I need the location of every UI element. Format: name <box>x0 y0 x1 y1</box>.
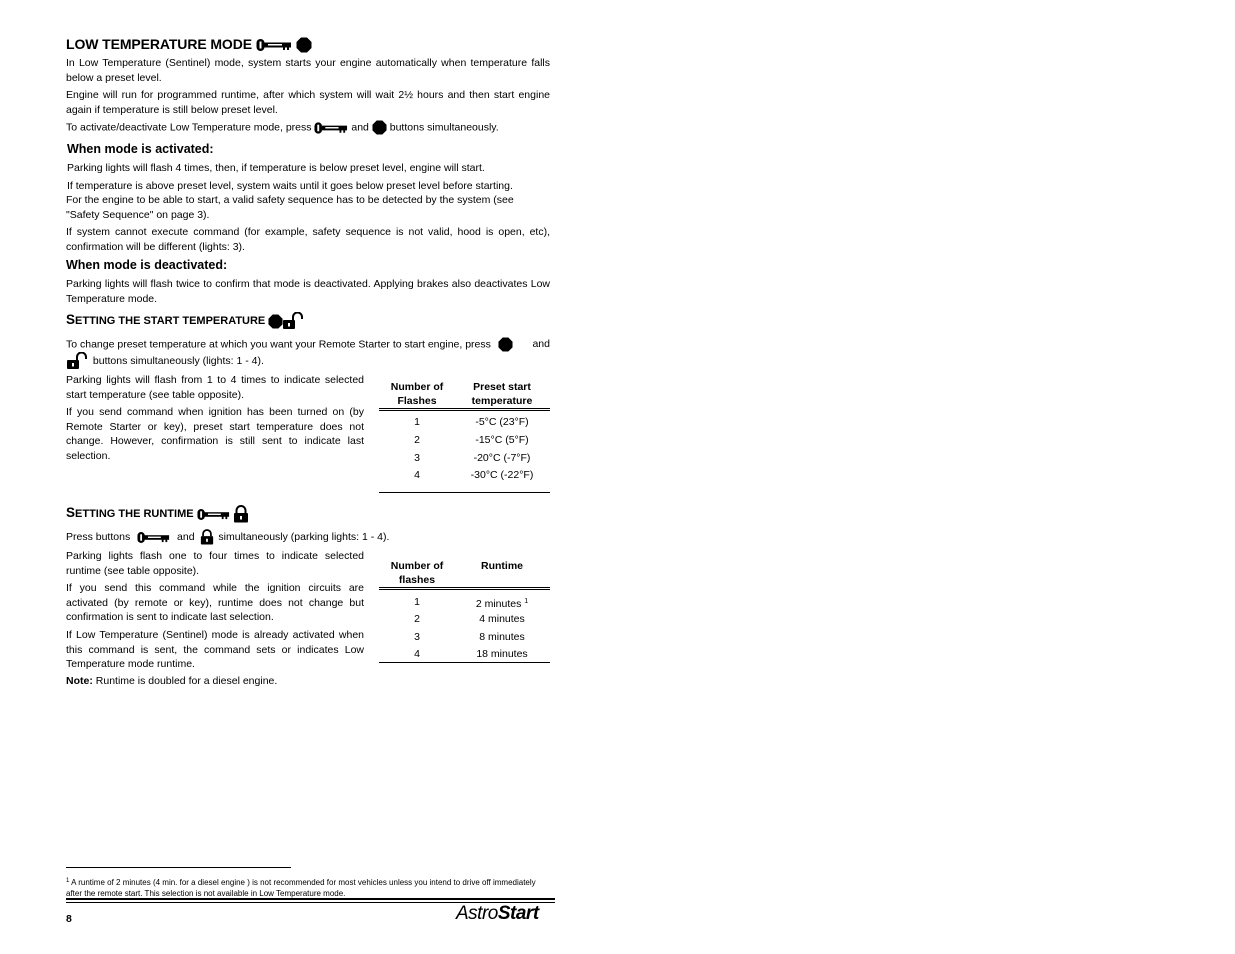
table-rule <box>379 408 550 409</box>
text-run: and <box>351 121 369 134</box>
paragraph: Engine will run for programmed runtime, after which system will wait 2½ hours and then start engine again if temperature is still below preset level. <box>66 89 550 116</box>
stop-hexagon-icon <box>372 120 387 135</box>
table-cell: 3 <box>414 631 420 643</box>
table-cell: 4 <box>414 648 420 660</box>
logo-text-astro: Astro <box>456 903 498 924</box>
paragraph: Parking lights will flash 4 times, then, if temperature is below preset level, engine will start. <box>67 162 485 174</box>
stop-hexagon-icon <box>296 37 312 53</box>
table-header-runtime: Runtime <box>481 560 523 572</box>
paragraph: Parking lights will flash twice to confirm that mode is deactivated. Applying brakes also deactivates Low Temperature mode. <box>66 278 550 305</box>
text-run: Press buttons <box>66 530 131 543</box>
paragraph: If you send command when ignition has been turned on (by Remote Starter or key), preset start temperature does not change. However, confirmation is still sent to indicate last selection. <box>66 406 364 462</box>
start-temp-intro-line1 <box>66 337 550 352</box>
text-run: simultaneously (parking lights: 1 - 4). <box>218 530 390 543</box>
section-title-text: LOW TEMPERATURE MODE <box>66 36 252 52</box>
table-header-temperature: Preset start temperature <box>471 381 533 407</box>
stop-hexagon-icon <box>498 337 513 352</box>
note-text: Runtime is doubled for a diesel engine. <box>95 675 278 687</box>
footnote-separator <box>66 867 291 868</box>
subheading-activated: When mode is activated: <box>67 142 214 156</box>
footnote <box>66 876 550 899</box>
title-rest: ETTING THE START TEMPERATURE <box>75 315 266 327</box>
table-cell: 2 <box>414 434 420 446</box>
paragraph: Parking lights flash one to four times to indicate selected runtime (see table opposite). <box>66 550 364 577</box>
table-cell: 4 <box>414 469 420 481</box>
lock-padlock-icon <box>233 505 249 523</box>
footnote-reference: 1 <box>524 598 529 605</box>
start-temp-intro-line2 <box>66 352 550 370</box>
section-title-runtime <box>66 505 249 523</box>
table-cell: 1 <box>414 416 420 428</box>
paragraph: In Low Temperature (Sentinel) mode, system starts your engine automatically when temperature falls below a preset level. <box>66 57 550 84</box>
key-icon <box>314 121 348 135</box>
table-rule <box>379 662 550 663</box>
astrostart-logo <box>456 903 539 925</box>
section-title-start-temperature <box>66 312 306 330</box>
manual-page <box>66 0 550 954</box>
table-cell: 4 minutes <box>479 613 525 625</box>
text-run: buttons simultaneously. <box>389 121 499 134</box>
paragraph: For the engine to be able to start, a valid safety sequence has to be detected by the system (see "Safety Sequence" on page 3). <box>66 194 514 221</box>
table-cell: -20°C (-7°F) <box>473 452 531 464</box>
unlock-padlock-icon <box>282 312 306 330</box>
paragraph: If you send this command while the ignition circuits are activated (by remote or key), runtime does not change but confirmation is sent to indicate last selection. <box>66 582 364 624</box>
lock-padlock-icon <box>200 529 214 545</box>
text-run: and <box>177 530 195 543</box>
table-rule <box>379 589 550 590</box>
paragraph: Parking lights will flash from 1 to 4 times to indicate selected start temperature (see table opposite). <box>66 374 364 401</box>
activate-instruction <box>66 120 550 135</box>
table-rule <box>379 410 550 411</box>
table-cell: 8 minutes <box>479 631 525 643</box>
table-cell: -15°C (5°F) <box>475 434 529 446</box>
paragraph: If Low Temperature (Sentinel) mode is already activated when this command is sent, the command sets or indicates Low Temperature mode runtime. <box>66 629 364 671</box>
note <box>66 674 364 689</box>
table-header-flashes: Number of flashes <box>390 560 444 586</box>
logo-text-start: Start <box>497 903 539 924</box>
runtime-table <box>379 557 550 665</box>
table-cell: 18 minutes <box>476 648 528 660</box>
section-title-low-temperature <box>66 36 312 53</box>
cell-text: 2 minutes <box>475 598 522 610</box>
paragraph: If system cannot execute command (for example, safety sequence is not valid, hood is open, etc), confirmation will be different (lights: 3). <box>66 226 550 253</box>
table-rule <box>379 587 550 588</box>
table-cell: 3 <box>414 452 420 464</box>
text-run: To activate/deactivate Low Temperature mode, press <box>66 121 312 134</box>
table-cell: 2 <box>414 613 420 625</box>
text-run: and <box>532 338 550 350</box>
footnote-text: A runtime of 2 minutes (4 min. for a diesel engine ) is not recommended for most vehicles unless you intend to drive off immediately after the remote start. This selection is not available in Low Temperature mode. <box>66 878 536 898</box>
table-cell: 1 <box>414 596 420 608</box>
table-rule <box>379 492 550 493</box>
page-number: 8 <box>66 913 72 925</box>
key-icon <box>137 531 170 544</box>
title-initial: S <box>66 505 76 520</box>
note-label: Note: <box>66 675 93 687</box>
runtime-intro <box>66 529 550 545</box>
key-icon <box>197 508 230 521</box>
stop-hexagon-icon <box>268 314 283 329</box>
title-rest: ETTING THE RUNTIME <box>75 508 194 520</box>
text-run: To change preset temperature at which you want your Remote Starter to start engine, press <box>66 338 491 351</box>
subheading-deactivated: When mode is deactivated: <box>66 258 228 272</box>
table-cell: -5°C (23°F) <box>475 416 529 428</box>
text-run: buttons simultaneously (lights: 1 - 4). <box>92 354 264 367</box>
unlock-padlock-icon <box>66 352 90 370</box>
table-header-flashes: Number of Flashes <box>390 381 444 407</box>
table-cell: -30°C (-22°F) <box>470 469 534 481</box>
start-temperature-table <box>379 378 550 494</box>
title-initial: S <box>66 312 76 327</box>
footer-rule-thick <box>66 898 555 900</box>
footnote-mark: 1 <box>66 878 70 884</box>
table-cell <box>461 595 543 611</box>
key-icon <box>256 38 292 52</box>
paragraph: If temperature is above preset level, system waits until it goes below preset level before starting. <box>67 180 513 192</box>
